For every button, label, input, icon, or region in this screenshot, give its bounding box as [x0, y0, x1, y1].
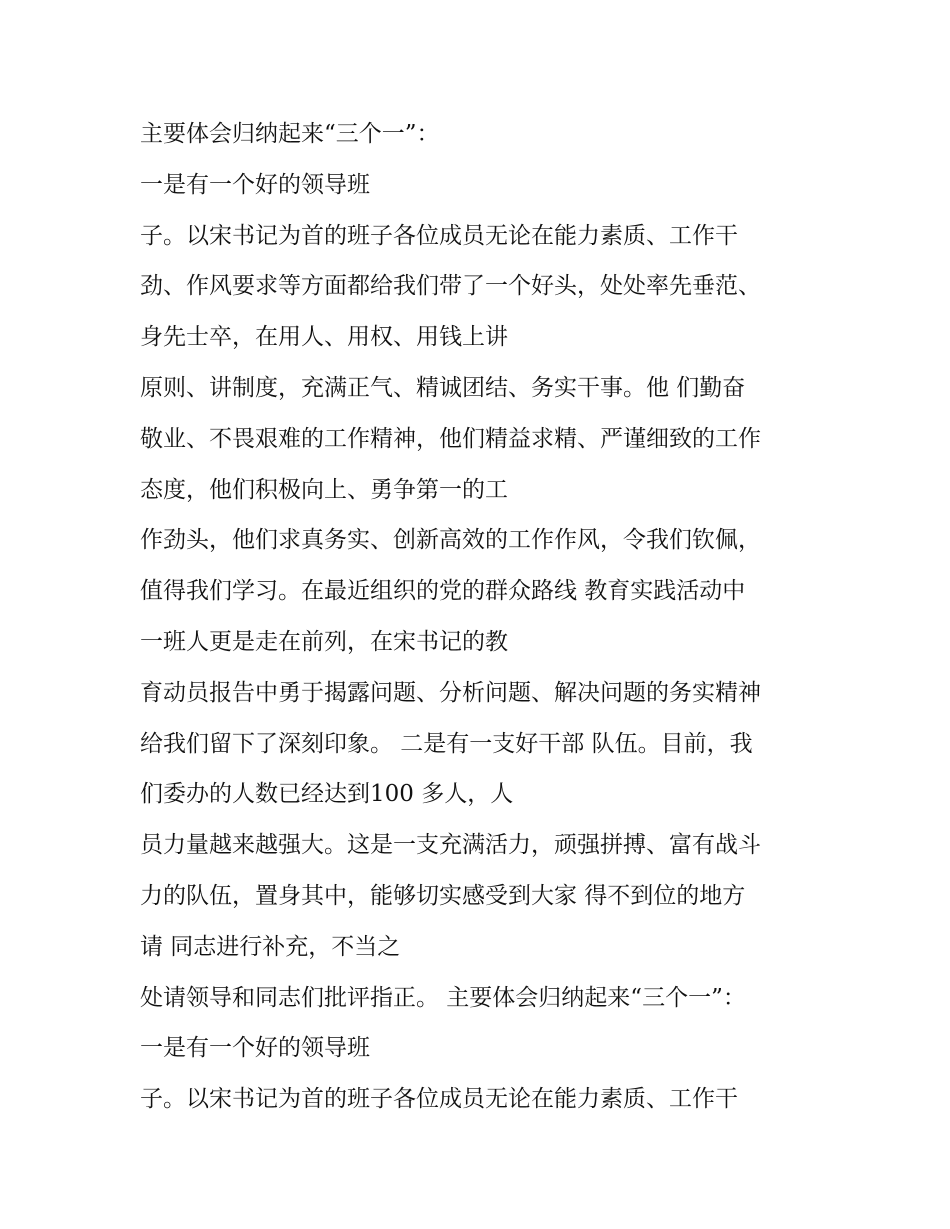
text-line: 员力量越来越强大。这是一支充满活力，顽强拼搏、富有战斗 — [140, 832, 761, 859]
text-line: 劲、作风要求等方面都给我们带了一个好头，处处率先垂范、 — [140, 273, 761, 300]
text-line: 力的队伍，置身其中，能够切实感受到大家 得不到位的地方 — [140, 882, 746, 909]
text-line: 给我们留下了深刻印象。 二是有一支好干部 队伍。目前，我 — [140, 730, 753, 757]
text-line: 态度，他们积极向上、勇争第一的工 — [140, 476, 508, 503]
body-text — [140, 109, 830, 1125]
text-line: 子。以宋书记为首的班子各位成员无论在能力素质、工作干 — [140, 1086, 738, 1113]
text-line: 作劲头，他们求真务实、创新高效的工作作风，令我们钦佩， — [140, 527, 761, 554]
text-line: 请 同志进行补充，不当之 — [140, 933, 401, 960]
text-line: 一是有一个好的领导班 — [140, 171, 370, 198]
text-line: 一是有一个好的领导班 — [140, 1035, 370, 1062]
text-line: 们委办的人数已经达到100 多人，人 — [140, 781, 514, 808]
text-line: 处请领导和同志们批评指正。 主要体会归纳起来“三个一”： — [140, 984, 746, 1011]
text-line: 育动员报告中勇于揭露问题、分析问题、解决问题的务实精神 — [140, 679, 761, 706]
text-line: 主要体会归纳起来“三个一”： — [140, 121, 440, 147]
text-line: 子。以宋书记为首的班子各位成员无论在能力素质、工作干 — [140, 222, 738, 249]
text-line: 值得我们学习。在最近组织的党的群众路线 教育实践活动中 — [140, 578, 746, 605]
text-line: 敬业、不畏艰难的工作精神，他们精益求精、严谨细致的工作 — [140, 425, 761, 452]
text-line: 一班人更是走在前列，在宋书记的教 — [140, 628, 508, 655]
text-line: 身先士卒，在用人、用权、用钱上讲 — [140, 324, 508, 351]
text-line: 原则、讲制度，充满正气、精诚团结、务实干事。他 们勤奋 — [140, 374, 746, 401]
